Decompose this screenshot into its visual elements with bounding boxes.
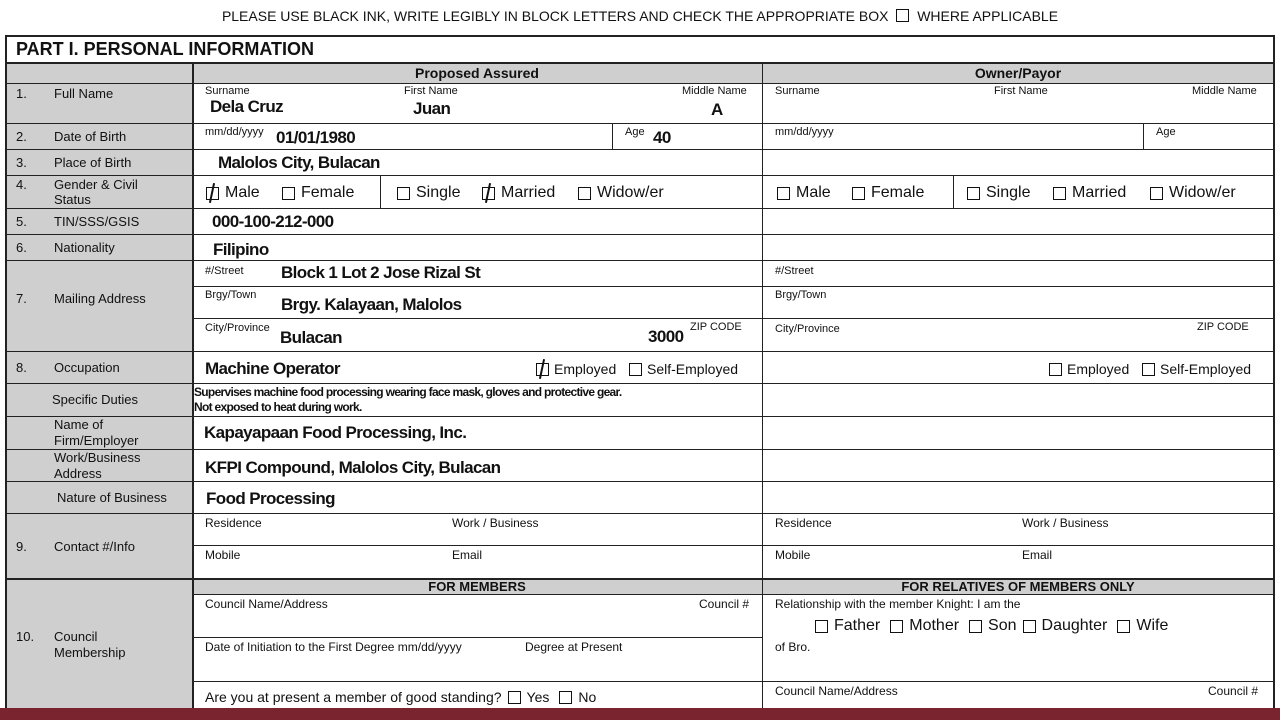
city-field[interactable]: Bulacan xyxy=(280,328,342,347)
gender-divider-owner xyxy=(953,175,954,208)
sublabel-middle-name: Middle Name xyxy=(682,85,747,97)
father-checkbox[interactable] xyxy=(815,620,828,633)
married-checkbox[interactable] xyxy=(482,187,495,200)
self-employed-label: Self-Employed xyxy=(647,361,739,377)
married-label: Married xyxy=(501,184,556,201)
sublabel-residence-owner: Residence xyxy=(775,516,832,530)
age-divider xyxy=(612,123,613,149)
married-checkbox-owner[interactable] xyxy=(1053,187,1066,200)
street-field[interactable]: Block 1 Lot 2 Jose Rizal St xyxy=(281,263,481,282)
sublabel-zip-owner: ZIP CODE xyxy=(1197,321,1249,333)
widow-checkbox[interactable] xyxy=(578,187,591,200)
self-employed-checkbox-owner[interactable] xyxy=(1142,363,1155,376)
sublabel-mobile: Mobile xyxy=(205,548,241,562)
widow-label-owner: Widow/er xyxy=(1169,184,1236,201)
sublabel-age-owner: Age xyxy=(1156,126,1176,138)
yes-label: Yes xyxy=(526,689,550,705)
for-members-header: FOR MEMBERS xyxy=(428,579,526,594)
sublabel-dob-format-owner: mm/dd/yyyy xyxy=(775,126,834,138)
single-checkbox[interactable] xyxy=(397,187,410,200)
option-single[interactable] xyxy=(397,184,460,202)
employed-label-owner: Employed xyxy=(1067,361,1130,377)
sublabel-street: #/Street xyxy=(205,265,244,277)
option-male[interactable] xyxy=(206,184,260,202)
row-line xyxy=(6,123,1274,124)
son-checkbox[interactable] xyxy=(969,620,982,633)
mother-label: Mother xyxy=(909,617,960,634)
row-number: 10. xyxy=(16,629,35,644)
row-line xyxy=(6,481,1274,482)
row-line xyxy=(6,260,1274,261)
option-self-employed[interactable] xyxy=(629,361,738,377)
no-label: No xyxy=(578,689,597,705)
specific-duties-field[interactable] xyxy=(194,385,760,415)
duties-line-1: Supervises machine food processing wearing face mask, gloves and protective gear. xyxy=(194,385,622,399)
sublabel-of-bro: of Bro. xyxy=(775,640,811,654)
relationship-options xyxy=(815,617,1168,635)
row-number: 3. xyxy=(16,155,27,170)
duties-line-2: Not exposed to heat during work. xyxy=(194,400,362,414)
occupation-field[interactable]: Machine Operator xyxy=(205,359,340,378)
brgy-field[interactable]: Brgy. Kalayaan, Malolos xyxy=(281,295,462,314)
label-occupation: Occupation xyxy=(54,360,120,375)
wife-label: Wife xyxy=(1136,617,1169,634)
option-married-owner[interactable] xyxy=(1053,184,1126,202)
daughter-label: Daughter xyxy=(1041,617,1108,634)
label-gender-civil: Gender & Civil xyxy=(54,177,138,192)
single-label: Single xyxy=(416,184,461,201)
wife-checkbox[interactable] xyxy=(1117,620,1130,633)
row-line xyxy=(6,449,1274,450)
sublabel-middle-name-owner: Middle Name xyxy=(1192,85,1257,97)
row-line xyxy=(6,351,1274,352)
sublabel-email: Email xyxy=(452,548,483,562)
widow-checkbox-owner[interactable] xyxy=(1150,187,1163,200)
row-number: 6. xyxy=(16,240,27,255)
sublabel-city: City/Province xyxy=(205,322,270,334)
label-work-a: Work/Business xyxy=(54,450,141,465)
sublabel-surname-owner: Surname xyxy=(775,85,820,97)
nature-of-business-field[interactable]: Food Processing xyxy=(206,489,335,508)
frame-right xyxy=(1273,35,1275,708)
tin-field[interactable]: 000-100-212-000 xyxy=(212,212,334,231)
single-checkbox-owner[interactable] xyxy=(967,187,980,200)
female-checkbox-owner[interactable] xyxy=(852,187,865,200)
relationship-text: Relationship with the member Knight: I am the xyxy=(775,597,1021,611)
option-employed-owner[interactable] xyxy=(1049,361,1129,377)
daughter-checkbox[interactable] xyxy=(1023,620,1036,633)
bottom-bar xyxy=(0,708,1280,720)
widow-label: Widow/er xyxy=(597,184,664,201)
sublabel-age: Age xyxy=(625,126,645,138)
row-line xyxy=(6,234,1274,235)
col-header-owner: Owner/Payor xyxy=(974,65,1062,81)
row-number: 1. xyxy=(16,86,27,101)
option-widow[interactable] xyxy=(578,184,664,202)
row-number: 8. xyxy=(16,360,27,375)
work-address-field[interactable]: KFPI Compound, Malolos City, Bulacan xyxy=(205,458,501,477)
sublabel-degree: Degree at Present xyxy=(525,640,623,654)
sublabel-mobile-owner: Mobile xyxy=(775,548,811,562)
female-checkbox[interactable] xyxy=(282,187,295,200)
sublabel-dob-format: mm/dd/yyyy xyxy=(205,126,264,138)
middle-name-field[interactable]: A xyxy=(711,100,723,119)
row-line xyxy=(6,175,1274,176)
frame-top xyxy=(6,35,1274,37)
row-line xyxy=(6,208,1274,209)
age-field[interactable]: 40 xyxy=(653,128,671,147)
row-number: 7. xyxy=(16,291,27,306)
good-standing-text: Are you at present a member of good standing? xyxy=(205,689,502,705)
sublabel-work-business-owner: Work / Business xyxy=(1022,516,1109,530)
row-line xyxy=(6,416,1274,417)
label-contact: Contact #/Info xyxy=(54,539,135,554)
instruction-tail: WHERE APPLICABLE xyxy=(917,8,1059,24)
sublabel-brgy: Brgy/Town xyxy=(205,289,257,301)
sublabel-council-name: Council Name/Address xyxy=(205,597,328,611)
row-line xyxy=(6,83,1274,84)
mother-checkbox[interactable] xyxy=(890,620,903,633)
sublabel-email-owner: Email xyxy=(1022,548,1053,562)
employed-label: Employed xyxy=(554,361,617,377)
sublabel-council-name-owner: Council Name/Address xyxy=(775,684,898,698)
row-line xyxy=(192,637,762,638)
sublabel-council-no-owner: Council # xyxy=(1208,684,1259,698)
firm-field[interactable]: Kapayapaan Food Processing, Inc. xyxy=(204,423,467,442)
dob-field[interactable]: 01/01/1980 xyxy=(276,128,356,147)
sublabel-surname: Surname xyxy=(205,85,250,97)
sublabel-work-business: Work / Business xyxy=(452,516,539,530)
label-full-name: Full Name xyxy=(54,86,114,101)
column-divider xyxy=(762,63,763,708)
male-label-owner: Male xyxy=(796,184,831,201)
row-number: 2. xyxy=(16,129,27,144)
label-nationality: Nationality xyxy=(54,240,115,255)
self-employed-label-owner: Self-Employed xyxy=(1160,361,1252,377)
option-single-owner[interactable] xyxy=(967,184,1030,202)
option-self-employed-owner[interactable] xyxy=(1142,361,1251,377)
female-label: Female xyxy=(301,184,355,201)
instruction-banner xyxy=(0,8,1280,24)
zip-field[interactable]: 3000 xyxy=(648,327,684,346)
father-label: Father xyxy=(834,617,881,634)
label-place-of-birth: Place of Birth xyxy=(54,155,132,170)
place-of-birth-field[interactable]: Malolos City, Bulacan xyxy=(218,153,380,172)
option-married[interactable] xyxy=(482,184,555,202)
female-label-owner: Female xyxy=(871,184,925,201)
label-specific-duties: Specific Duties xyxy=(52,392,138,407)
label-date-of-birth: Date of Birth xyxy=(54,129,127,144)
instruction-text: PLEASE USE BLACK INK, WRITE LEGIBLY IN BLOCK LETTERS AND CHECK THE APPROPRIATE BOX xyxy=(221,8,889,24)
label-mailing-address: Mailing Address xyxy=(54,291,146,306)
part-title: PART I. PERSONAL INFORMATION xyxy=(16,39,315,59)
row-line xyxy=(192,286,1274,287)
label-firm-b: Firm/Employer xyxy=(54,433,139,448)
self-employed-checkbox[interactable] xyxy=(629,363,642,376)
row-line xyxy=(192,318,1274,319)
nationality-field[interactable]: Filipino xyxy=(213,240,269,259)
row-line xyxy=(192,681,1274,682)
male-label: Male xyxy=(225,184,260,201)
option-employed[interactable] xyxy=(536,361,616,377)
label-tin: TIN/SSS/GSIS xyxy=(54,214,140,229)
label-council-b: Membership xyxy=(54,645,126,660)
option-female-owner[interactable] xyxy=(852,184,924,202)
employed-checkbox-owner[interactable] xyxy=(1049,363,1062,376)
row-line xyxy=(6,513,1274,514)
male-checkbox[interactable] xyxy=(206,187,219,200)
row-number: 9. xyxy=(16,539,27,554)
option-female[interactable] xyxy=(282,184,354,202)
sublabel-first-name: First Name xyxy=(404,85,458,97)
son-label: Son xyxy=(988,617,1017,634)
single-label-owner: Single xyxy=(986,184,1031,201)
employed-checkbox[interactable] xyxy=(536,363,549,376)
surname-field[interactable]: Dela Cruz xyxy=(210,97,284,116)
married-label-owner: Married xyxy=(1072,184,1127,201)
label-council-a: Council xyxy=(54,629,98,644)
option-male-owner[interactable] xyxy=(777,184,831,202)
label-nature-of-business: Nature of Business xyxy=(57,490,167,505)
sublabel-council-no: Council # xyxy=(699,597,750,611)
sublabel-brgy-owner: Brgy/Town xyxy=(775,289,827,301)
no-checkbox[interactable] xyxy=(559,691,572,704)
option-widow-owner[interactable] xyxy=(1150,184,1236,202)
sublabel-first-name-owner: First Name xyxy=(994,85,1048,97)
sublabel-residence: Residence xyxy=(205,516,262,530)
row-number: 5. xyxy=(16,214,27,229)
first-name-field[interactable]: Juan xyxy=(413,99,451,118)
row-line xyxy=(192,545,1274,546)
for-relatives-header: FOR RELATIVES OF MEMBERS ONLY xyxy=(901,579,1135,594)
good-standing-question xyxy=(205,689,596,705)
label-work-b: Address xyxy=(54,466,102,481)
row-line xyxy=(6,149,1274,150)
frame-part xyxy=(6,62,1274,64)
row-line xyxy=(192,594,1274,595)
frame-left xyxy=(5,35,7,708)
gender-divider xyxy=(380,175,381,208)
row-number: 4. xyxy=(16,177,27,192)
label-status: Status xyxy=(54,192,91,207)
row-line xyxy=(6,383,1274,384)
sample-checkbox xyxy=(896,9,909,22)
sublabel-street-owner: #/Street xyxy=(775,265,814,277)
col-header-proposed: Proposed Assured xyxy=(415,65,539,81)
label-firm-a: Name of xyxy=(54,417,104,432)
sublabel-initiation: Date of Initiation to the First Degree mm/dd/yyyy xyxy=(205,640,462,654)
sublabel-zip: ZIP CODE xyxy=(690,321,742,333)
male-checkbox-owner[interactable] xyxy=(777,187,790,200)
age-divider-owner xyxy=(1143,123,1144,149)
sublabel-city-owner: City/Province xyxy=(775,323,840,335)
yes-checkbox[interactable] xyxy=(508,691,521,704)
